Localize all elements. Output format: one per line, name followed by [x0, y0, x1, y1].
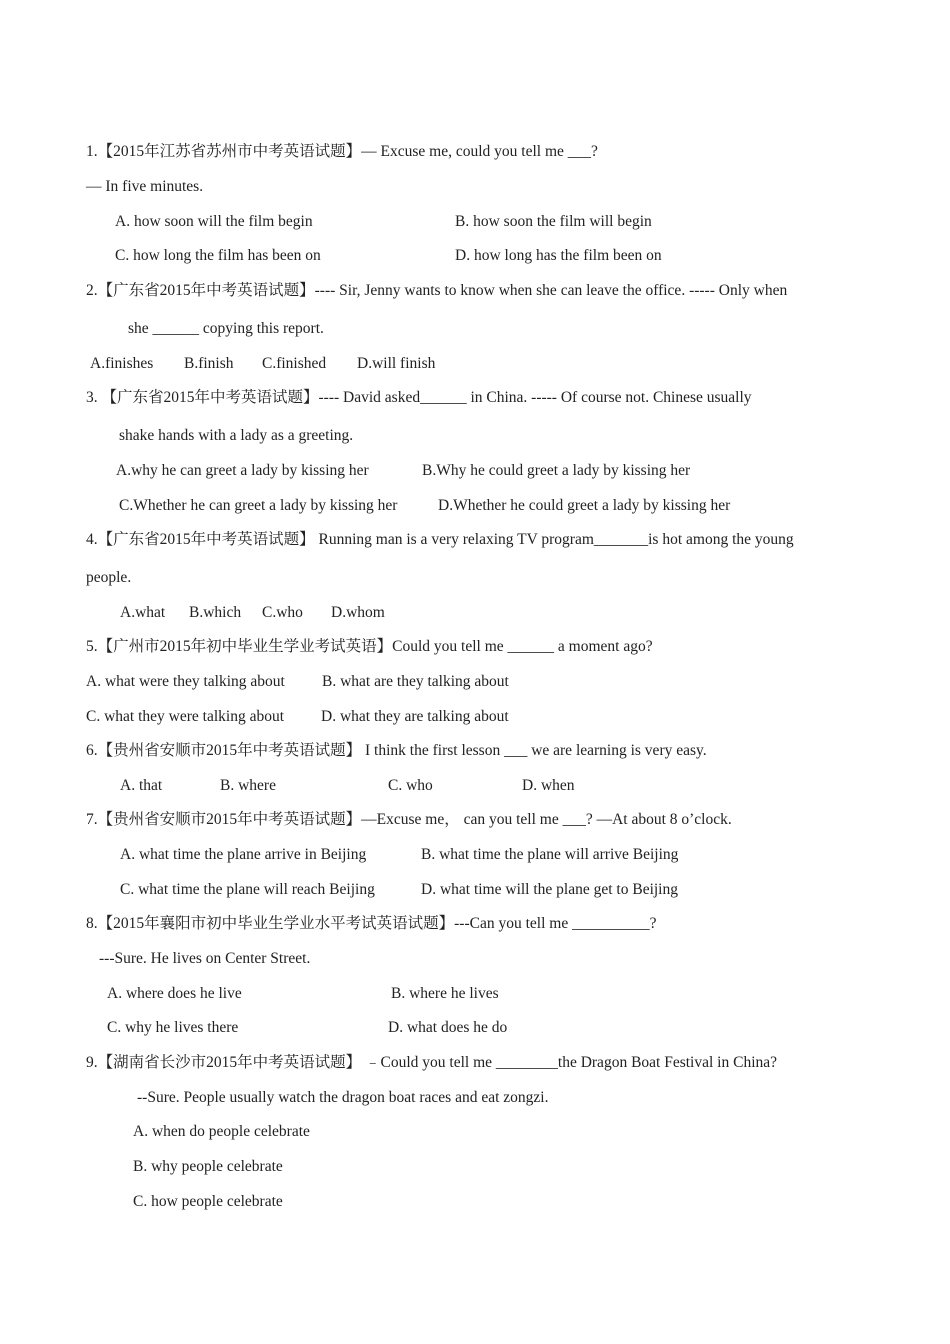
- question-text: ﹣Could you tell me ________the Dragon Boat Festival in China?: [365, 1054, 778, 1071]
- question-number: 1.: [86, 143, 98, 160]
- question-source: 【贵州省安顺市2015年中考英语试题】: [97, 742, 362, 759]
- question-9-stem: [86, 1053, 777, 1073]
- question-7-stem: [86, 810, 732, 830]
- question-text: I think the first lesson ___ we are learning is very easy.: [365, 742, 707, 759]
- question-8-option-a: A. where does he live: [107, 985, 242, 1002]
- question-3-option-a: A.why he can greet a lady by kissing her: [116, 462, 369, 479]
- question-2-option-d: D.will finish: [357, 355, 436, 372]
- question-text: — Excuse me, could you tell me ___?: [361, 143, 598, 160]
- question-3-stem: [86, 388, 752, 408]
- question-1-option-d: D. how long has the film been on: [455, 247, 662, 264]
- question-3-stem-continued: shake hands with a lady as a greeting.: [119, 427, 354, 444]
- question-5-option-a: A. what were they talking about: [86, 673, 285, 690]
- question-7-option-b: B. what time the plane will arrive Beijing: [421, 846, 679, 863]
- question-7-option-a: A. what time the plane arrive in Beijing: [120, 846, 367, 863]
- question-3-option-d: D.Whether he could greet a lady by kissing her: [438, 497, 731, 514]
- question-7-option-c: C. what time the plane will reach Beijing: [120, 881, 375, 898]
- question-8-option-b: B. where he lives: [391, 985, 499, 1002]
- question-number: 9.: [86, 1054, 98, 1071]
- question-3-option-c: C.Whether he can greet a lady by kissing her: [119, 497, 398, 514]
- question-6-option-a: A. that: [120, 777, 163, 794]
- question-4-option-b: B.which: [189, 604, 242, 621]
- question-4-stem-continued: people.: [86, 569, 132, 586]
- question-4-stem: [86, 530, 794, 550]
- question-2-option-c: C.finished: [262, 355, 327, 372]
- question-source: 【广州市2015年初中毕业生学业考试英语】: [97, 638, 393, 655]
- question-1-option-b: B. how soon the film will begin: [455, 213, 652, 230]
- question-6-option-d: D. when: [522, 777, 575, 794]
- question-text: —Excuse me， can you tell me ___? —At about 8 o’clock.: [361, 811, 732, 828]
- question-2-option-b: B.finish: [184, 355, 234, 372]
- question-9-option-b: B. why people celebrate: [133, 1158, 283, 1175]
- question-number: 7.: [86, 811, 98, 828]
- question-text: Running man is a very relaxing TV program_______is hot among the young: [318, 531, 794, 548]
- question-9-option-a: A. when do people celebrate: [133, 1123, 310, 1140]
- question-source: 【湖南省长沙市2015年中考英语试题】: [97, 1054, 362, 1071]
- question-9-option-c: C. how people celebrate: [133, 1193, 283, 1210]
- question-source: 【2015年襄阳市初中毕业生学业水平考试英语试题】: [97, 915, 455, 932]
- question-number: 6.: [86, 742, 98, 759]
- question-1-option-c: C. how long the film has been on: [115, 247, 321, 264]
- question-4-option-c: C.who: [262, 604, 303, 621]
- question-2-option-a: A.finishes: [90, 355, 154, 372]
- question-number: 8.: [86, 915, 98, 932]
- question-8-reply: ---Sure. He lives on Center Street.: [99, 950, 311, 967]
- question-6-option-b: B. where: [220, 777, 276, 794]
- question-8-option-d: D. what does he do: [388, 1019, 508, 1036]
- question-8-stem: [86, 914, 656, 934]
- question-source: 【2015年江苏省苏州市中考英语试题】: [97, 143, 362, 160]
- question-5-stem: [86, 637, 653, 657]
- question-6-stem: [86, 741, 707, 761]
- question-9-reply: --Sure. People usually watch the dragon boat races and eat zongzi.: [137, 1089, 549, 1106]
- question-2-stem-continued: she ______ copying this report.: [128, 320, 324, 337]
- question-1-stem: [86, 142, 598, 162]
- question-8-option-c: C. why he lives there: [107, 1019, 239, 1036]
- question-source: 【贵州省安顺市2015年中考英语试题】: [97, 811, 362, 828]
- question-4-option-d: D.whom: [331, 604, 385, 621]
- question-source: 【广东省2015年中考英语试题】: [101, 389, 319, 406]
- question-text: ---- David asked______ in China. ----- Of course not. Chinese usually: [318, 389, 752, 406]
- question-source: 【广东省2015年中考英语试题】: [97, 531, 315, 548]
- question-5-option-c: C. what they were talking about: [86, 708, 285, 725]
- question-source: 【广东省2015年中考英语试题】: [97, 282, 315, 299]
- question-3-option-b: B.Why he could greet a lady by kissing her: [422, 462, 691, 479]
- question-number: 2.: [86, 282, 98, 299]
- question-2-stem: [86, 281, 864, 301]
- question-number: 5.: [86, 638, 98, 655]
- question-4-option-a: A.what: [120, 604, 166, 621]
- question-7-option-d: D. what time will the plane get to Beijing: [421, 881, 678, 898]
- question-6-option-c: C. who: [388, 777, 433, 794]
- question-text: ---- Sir, Jenny wants to know when she can leave the office. ----- Only when: [314, 282, 788, 299]
- question-text: Could you tell me ______ a moment ago?: [392, 638, 653, 655]
- question-number: 3.: [86, 389, 98, 406]
- question-1-option-a: A. how soon will the film begin: [115, 213, 313, 230]
- question-number: 4.: [86, 531, 98, 548]
- question-5-option-b: B. what are they talking about: [322, 673, 509, 690]
- question-1-reply: — In five minutes.: [86, 178, 204, 195]
- question-5-option-d: D. what they are talking about: [321, 708, 509, 725]
- question-text: ---Can you tell me __________?: [454, 915, 657, 932]
